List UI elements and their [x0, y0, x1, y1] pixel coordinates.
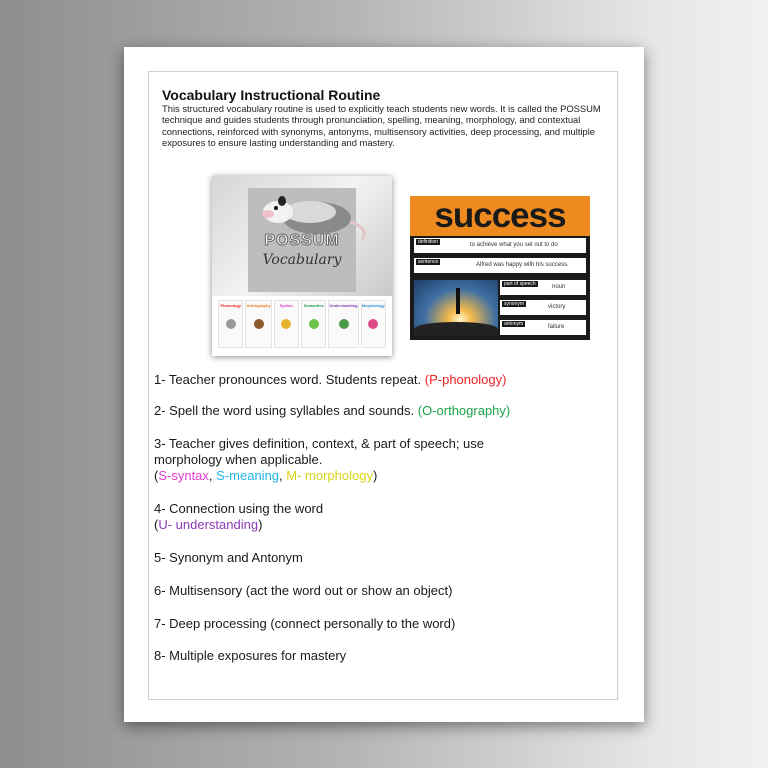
tag-orthography: (O-orthography) — [417, 403, 511, 418]
success-word-card — [410, 196, 590, 340]
document-title: Vocabulary Instructional Routine — [162, 87, 381, 103]
step-7: 7- Deep processing (connect personally to the word) — [154, 616, 456, 631]
tag-understanding: U- understanding — [158, 517, 259, 532]
step-8: 8- Multiple exposures for mastery — [154, 648, 347, 663]
antonym-row: antonym failure — [500, 320, 586, 335]
step-4: 4- Connection using the word (U- understanding) — [154, 501, 324, 532]
step-1: 1- Teacher pronounces word. Students repeat. (P-phonology) — [154, 372, 507, 387]
tag-morphology: M- morphology — [286, 468, 373, 483]
success-word: success — [410, 196, 590, 236]
column-orthography: Orthography — [245, 300, 271, 348]
success-photo-figure — [456, 288, 460, 314]
sentence-row: sentence Alfred was happy with his success. — [414, 258, 586, 273]
synonym-row: synonym victory — [500, 300, 586, 315]
tag-syntax: S-syntax — [158, 468, 209, 483]
column-understanding: Understanding — [328, 300, 358, 348]
step-6: 6- Multisensory (act the word out or show an object) — [154, 583, 453, 598]
step-3: 3- Teacher gives definition, context, & part of speech; use morphology when applicable. (S-syntax, S-meaning, M- morphology) — [154, 436, 485, 483]
possum-vocabulary-card — [212, 176, 392, 356]
column-phonology: Phonology — [218, 300, 243, 348]
definition-row: definition to achieve what you set out to do — [414, 238, 586, 253]
tag-meaning: S-meaning — [216, 468, 280, 483]
column-syntax: Syntax — [274, 300, 299, 348]
part-of-speech-row: part of speech noun — [500, 280, 586, 295]
possum-subtitle: Vocabulary — [262, 252, 342, 268]
tag-phonology: (P-phonology) — [424, 372, 507, 387]
column-semantics: Semantics — [301, 300, 326, 348]
intro-paragraph: This structured vocabulary routine is used to explicitly teach students new words. It is called the POSSUM technique and guides students through pronunciation, spelling, meaning, morphology, and contextual connections, reinforced with synonyms, antonyms, multisensory activities, deep processing, and multiple exposures to ensure lasting understanding and mastery. — [162, 103, 601, 149]
step-2: 2- Spell the word using syllables and sounds. (O-orthography) — [154, 403, 511, 418]
possum-columns — [218, 300, 386, 348]
possum-cover — [212, 176, 392, 296]
step-5: 5- Synonym and Antonym — [154, 550, 303, 565]
possum-title: POSSUM — [264, 232, 340, 249]
success-photo-hill — [414, 322, 498, 336]
column-morphology: Morphology — [361, 300, 386, 348]
